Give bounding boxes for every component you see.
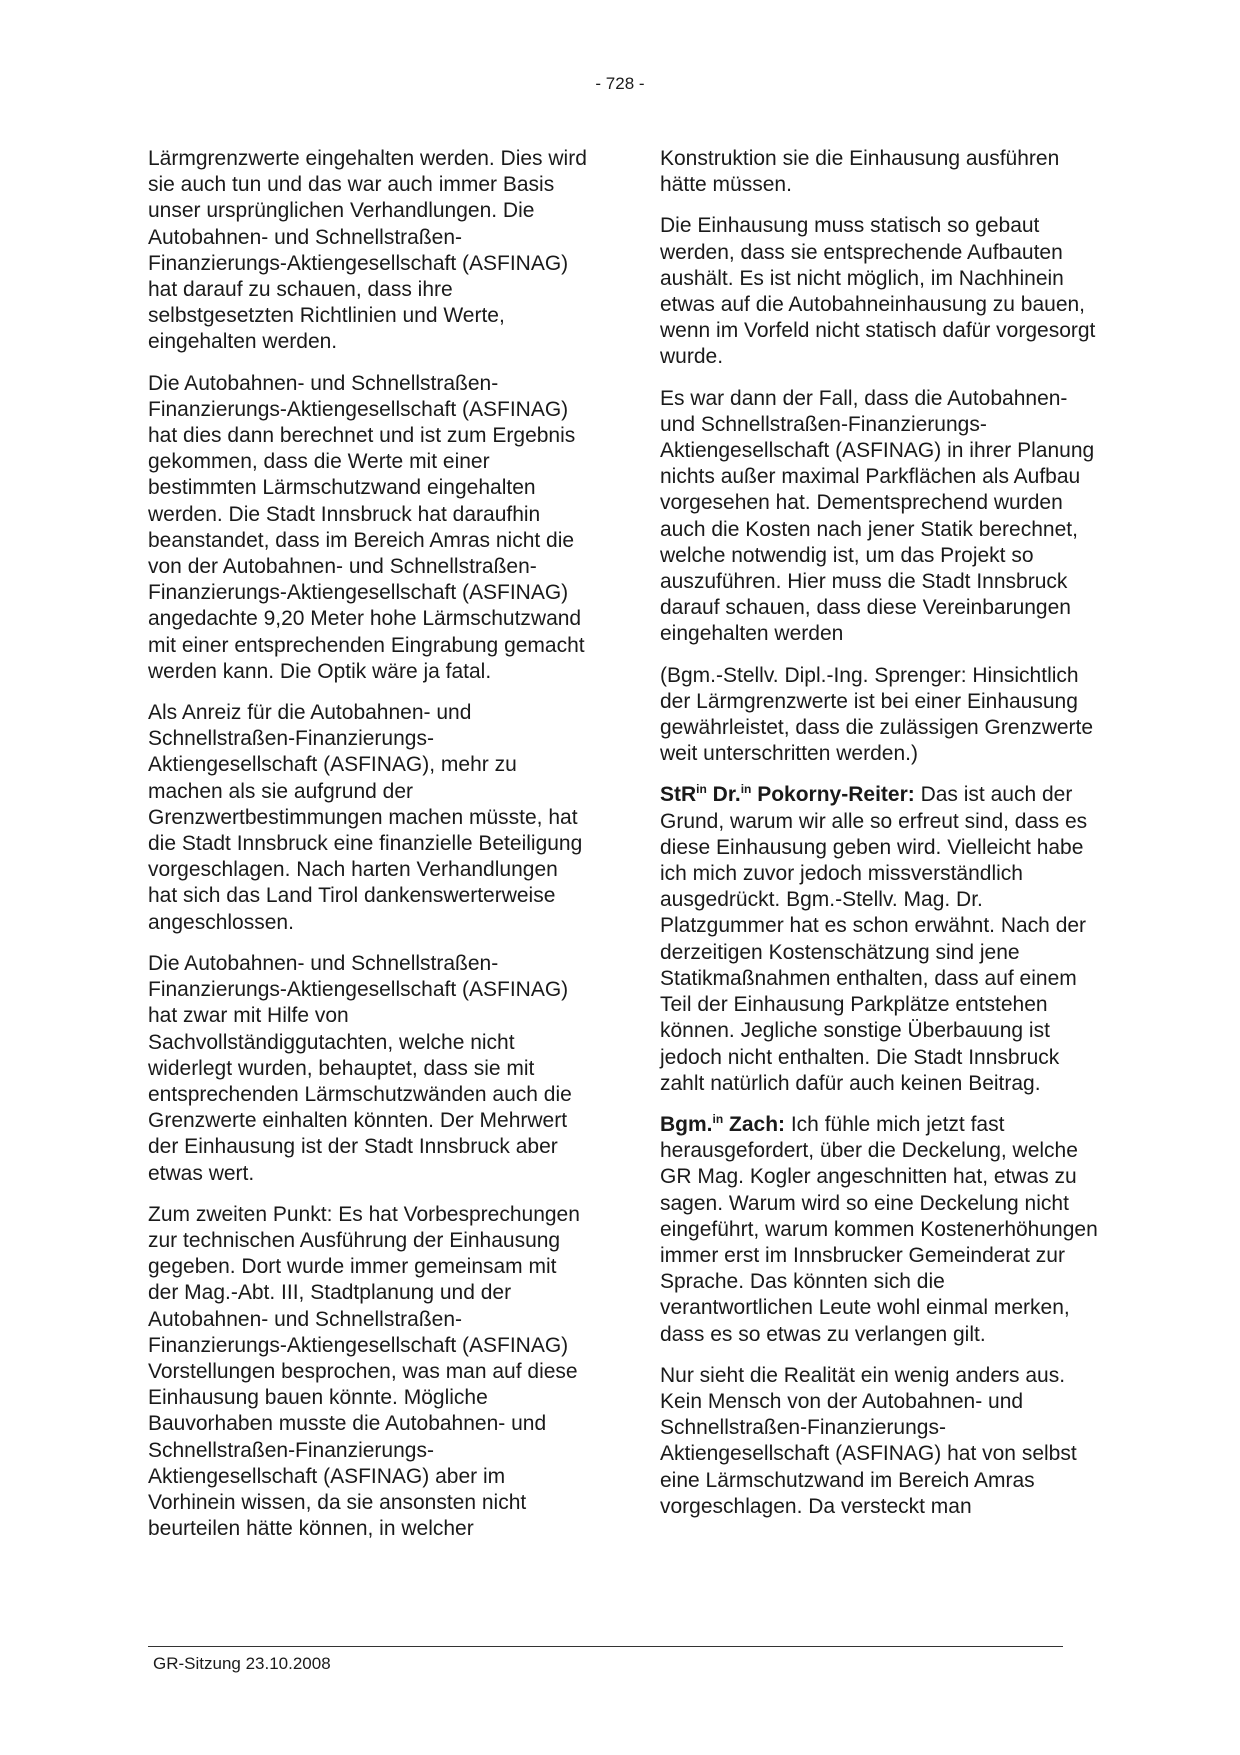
speech-text: Das ist auch der Grund, warum wir alle so erfreut sind, dass es diese Einhausung geben wird. Vielleicht habe ich mich zuvor jedoch missverständlich ausgedrückt. Bgm.-Stellv. Mag. Dr. Platzgummer hat es schon erwähnt. Nach der derzeitigen Kostenschätzung sind jene Statikmaßnahmen enthalten, dass auf einem Teil der Einhausung Parkplätze entstehen können. Jegliche sonstige Überbauung ist jedoch nicht enthalten. Die Stadt Innsbruck zahlt natürlich dafür auch keinen Beitrag. (660, 783, 1088, 1095)
paragraph: Die Einhausung muss statisch so gebaut werden, dass sie entsprechende Aufbauten aushält. Es ist nicht möglich, im Nachhinein etwas auf die Autobahneinhausung zu bauen, wenn im Vorfeld nicht statisch dafür vorgesorgt wurde. (660, 214, 1096, 369)
paragraph: Die Autobahnen- und Schnellstraßen-Finanzierungs-Aktiengesellschaft (ASFINAG) hat dies dann berechnet und ist zum Ergebnis gekommen, dass die Werte mit einer bestimmten Lärmschutzwand eingehalten werden. Die Stadt Innsbruck hat daraufhin beanstandet, dass im Bereich Amras nicht die von der Autobahnen- und Schnellstraßen-Finanzierungs-Aktiengesellschaft (ASFINAG) angedachte 9,20 Meter hohe Lärmschutzwand mit einer entsprechenden Eingrabung gemacht werden kann. Die Optik wäre ja fatal. (148, 371, 585, 683)
paragraph: Nur sieht die Realität ein wenig anders aus. Kein Mensch von der Autobahnen- und Schnellstraßen-Finanzierungs-Aktiengesellschaft (ASFINAG) hat von selbst eine Lärmschutzwand im Bereich Amras vorgeschlagen. Da versteckt man (660, 1363, 1077, 1518)
footer-divider (148, 1646, 1063, 1647)
speech-paragraph (660, 782, 1100, 1096)
speech-paragraph (660, 1112, 1100, 1348)
paragraph: Es war dann der Fall, dass die Autobahnen- und Schnellstraßen-Finanzierungs-Aktiengesellschaft (ASFINAG) in ihrer Planung nichts außer maximal Parkflächen als Aufbau vorgesehen hat. Dementsprechend wurden auch die Kosten nach jener Statik berechnet, welche notwendig ist, um das Projekt so auszuführen. Hier muss die Stadt Innsbruck darauf schauen, dass diese Vereinbarungen eingehalten werden (660, 386, 1095, 646)
speaker-name: Bgm.$^{in}$ Zach: (660, 1111, 786, 1136)
paragraph: Als Anreiz für die Autobahnen- und Schnellstraßen-Finanzierungs-Aktiengesellschaft (ASFINAG), mehr zu machen als sie aufgrund der Grenzwertbestimmungen machen müsste, hat die Stadt Innsbruck eine finanzielle Beteiligung vorgeschlagen. Nach harten Verhandlungen hat sich das Land Tirol dankenswerterweise angeschlossen. (148, 701, 583, 934)
right-column (660, 146, 1100, 1535)
paragraph: Zum zweiten Punkt: Es hat Vorbesprechungen zur technischen Ausführung der Einhausung gegeben. Dort wurde immer gemeinsam mit der Mag.-Abt. III, Stadtplanung und der Autobahnen- und Schnellstraßen-Finanzierungs-Aktiengesellschaft (ASFINAG) Vorstellungen besprochen, was man auf diese Einhausung bauen könnte. Mögliche Bauvorhaben musste die Autobahnen- und Schnellstraßen-Finanzierungs-Aktiengesellschaft (ASFINAG) aber im Vorhinein wissen, da sie ansonsten nicht beurteilen hätte können, in welcher (148, 1202, 580, 1541)
speech-text: Ich fühle mich jetzt fast herausgefordert, über die Deckelung, welche GR Mag. Kogler angeschnitten hat, etwas zu sagen. Warum wird so eine Deckelung nicht eingeführt, warum kommen Kostenerhöhungen immer erst im Innsbrucker Gemeinderat zur Sprache. Das könnten sich die verantwortlichen Leute wohl einmal merken, dass es so etwas zu verlangen gilt. (660, 1112, 1098, 1346)
paragraph: Lärmgrenzwerte eingehalten werden. Dies wird sie auch tun und das war auch immer Basis unser ursprünglichen Verhandlungen. Die Autobahnen- und Schnellstraßen-Finanzierungs-Aktiengesellschaft (ASFINAG) hat darauf zu schauen, dass ihre selbstgesetzten Richtlinien und Werte, eingehalten werden. (148, 147, 587, 354)
paragraph: Die Autobahnen- und Schnellstraßen-Finanzierungs-Aktiengesellschaft (ASFINAG) hat zwar mit Hilfe von Sachvollständiggutachten, welche nicht widerlegt wurden, behauptet, dass sie mit entsprechenden Lärmschutzwänden auch die Grenzwerte einhalten könnten. Der Mehrwert der Einhausung ist der Stadt Innsbruck aber etwas wert. (148, 951, 572, 1185)
left-column (148, 146, 588, 1557)
interjection-paragraph: (Bgm.-Stellv. Dipl.-Ing. Sprenger: Hinsichtlich der Lärmgrenzwerte ist bei einer Einhausung gewährleistet, dass die zulässigen Grenzwerte weit unterschritten werden.) (660, 663, 1094, 766)
paragraph: Konstruktion sie die Einhausung ausführen hätte müssen. (660, 147, 1060, 197)
page-number: - 728 - (595, 74, 645, 93)
footer-session-date: GR-Sitzung 23.10.2008 (153, 1654, 331, 1673)
speaker-name: StR$^{in}$ Dr.$^{in}$ Pokorny-Reiter: (660, 782, 915, 807)
